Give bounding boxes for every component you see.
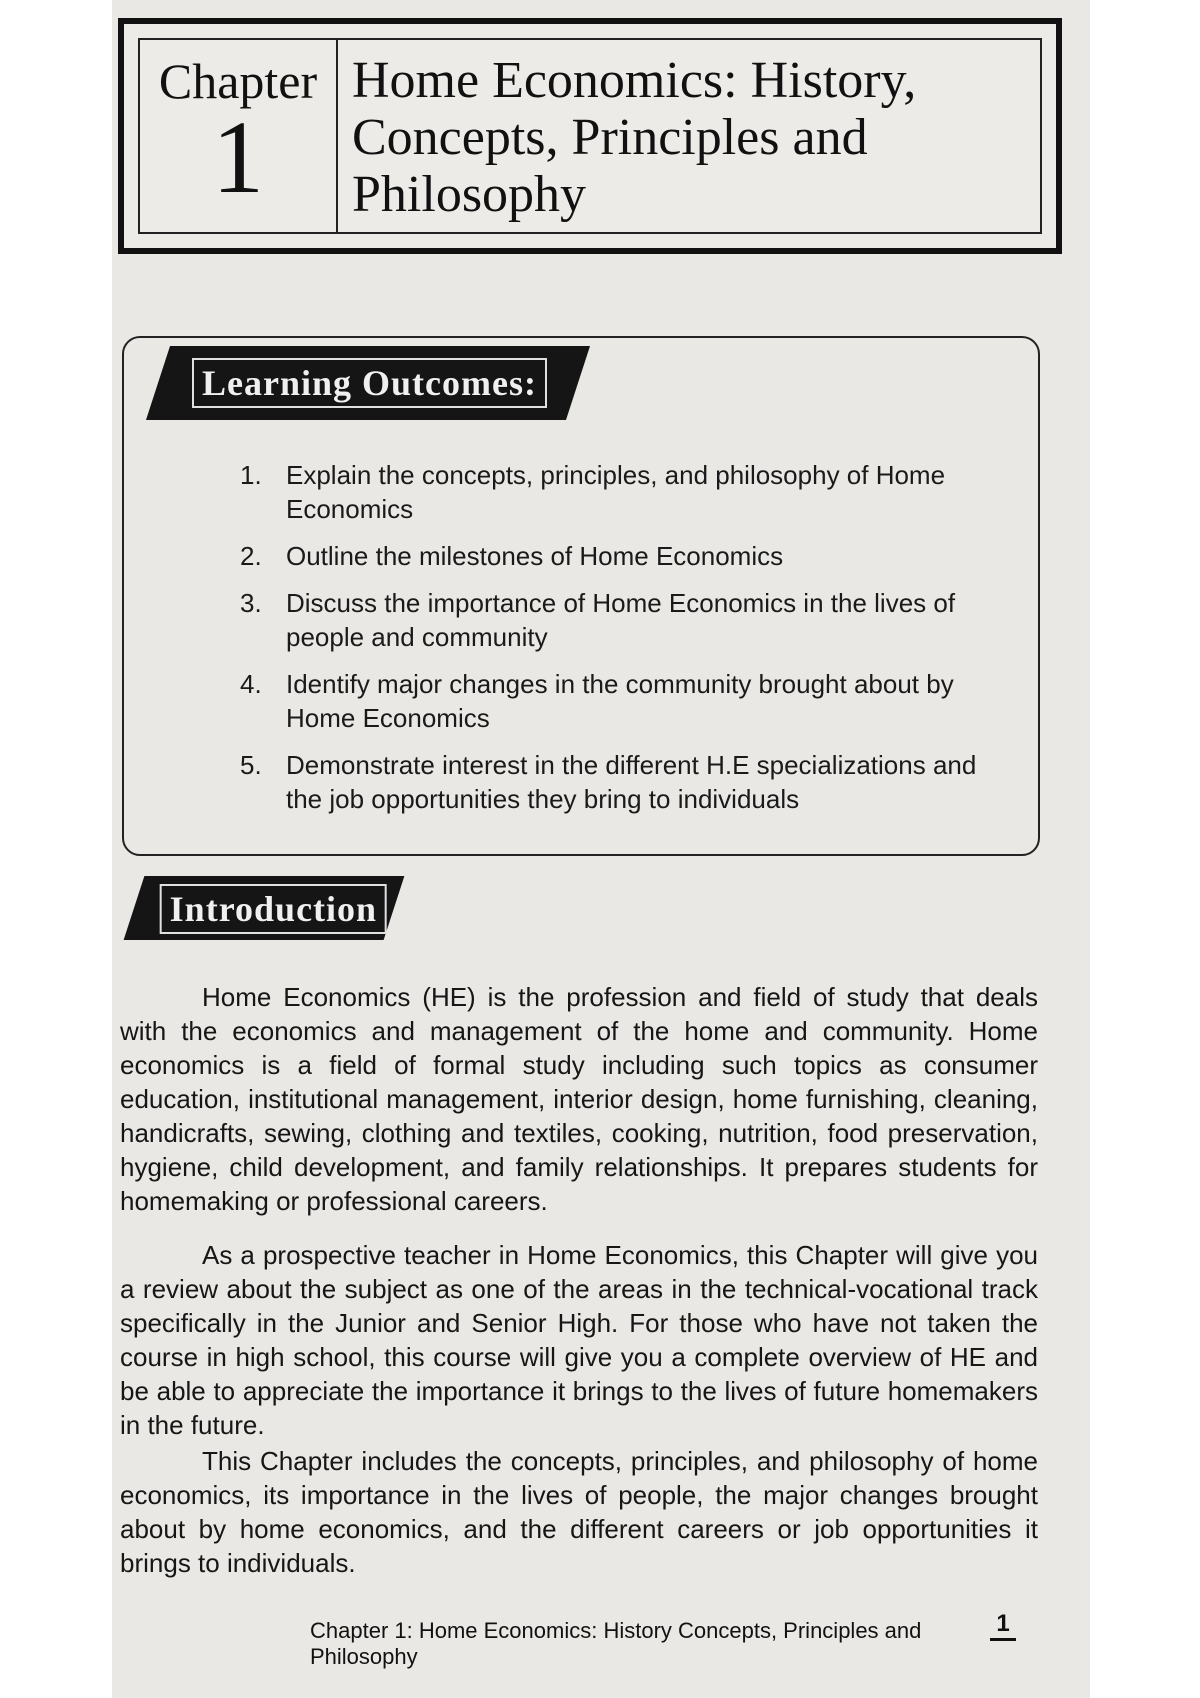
list-number: 2. xyxy=(240,541,262,571)
learning-outcomes-banner xyxy=(146,346,590,420)
list-number: 3. xyxy=(240,588,262,618)
list-text: Discuss the importance of Home Economics in the lives of people and community xyxy=(286,588,956,652)
chapter-label-cell xyxy=(140,40,338,232)
chapter-header-inner xyxy=(138,38,1042,234)
intro-paragraph-2 xyxy=(120,1238,1038,1442)
intro-paragraph-1 xyxy=(120,980,1038,1218)
running-footer: Chapter 1: Home Economics: History Concepts, Principles and Philosophy xyxy=(310,1618,922,1669)
list-item xyxy=(240,586,1000,654)
list-text: Identify major changes in the community brought about by Home Economics xyxy=(286,669,954,733)
list-item xyxy=(240,748,1000,816)
list-number: 5. xyxy=(240,750,262,780)
learning-outcomes-list xyxy=(240,458,1000,829)
list-number: 4. xyxy=(240,669,262,699)
chapter-title: Home Economics: History, Concepts, Principles and Philosophy xyxy=(352,52,917,223)
list-item xyxy=(240,458,1000,526)
list-text: Demonstrate interest in the different H.E specializations and the job opportunities they bring to individuals xyxy=(286,750,977,814)
page-number: 1 xyxy=(990,1610,1016,1641)
chapter-number: 1 xyxy=(212,100,264,215)
chapter-header xyxy=(118,18,1062,254)
list-text: Outline the milestones of Home Economics xyxy=(286,541,784,571)
introduction-banner xyxy=(124,876,405,940)
paragraph-text: As a prospective teacher in Home Economics, this Chapter will give you a review about the subject as one of the areas in the technical-vocational track specifically in the Junior and Senior High. For those who have not taken the course in high school, this course will give you a complete overview of HE and be able to appreciate the importance it brings to the lives of future homemakers in the future. xyxy=(120,1240,1038,1440)
page-margin xyxy=(1090,0,1200,1698)
list-item xyxy=(240,539,1000,573)
paragraph-text: Home Economics (HE) is the profession and field of study that deals with the economics and management of the home and community. Home economics is a field of formal study including such topics as consumer education, institutional management, interior design, home furnishing, cleaning, handicrafts, sewing, clothing and textiles, cooking, nutrition, food preservation, hygiene, child development, and family relationships. It prepares students for homemaking or professional careers. xyxy=(120,982,1038,1216)
learning-outcomes-heading: Learning Outcomes: xyxy=(192,358,547,408)
paragraph-text: This Chapter includes the concepts, principles, and philosophy of home economics, its importance in the lives of people, the major changes brought about by home economics, and the different careers or job opportunities it brings to individuals. xyxy=(120,1446,1038,1578)
chapter-label: Chapter xyxy=(158,53,318,109)
list-item xyxy=(240,667,1000,735)
list-text: Explain the concepts, principles, and philosophy of Home Economics xyxy=(286,460,946,524)
list-number: 1. xyxy=(240,460,262,490)
intro-paragraph-3 xyxy=(120,1444,1038,1580)
introduction-heading: Introduction xyxy=(160,884,387,934)
